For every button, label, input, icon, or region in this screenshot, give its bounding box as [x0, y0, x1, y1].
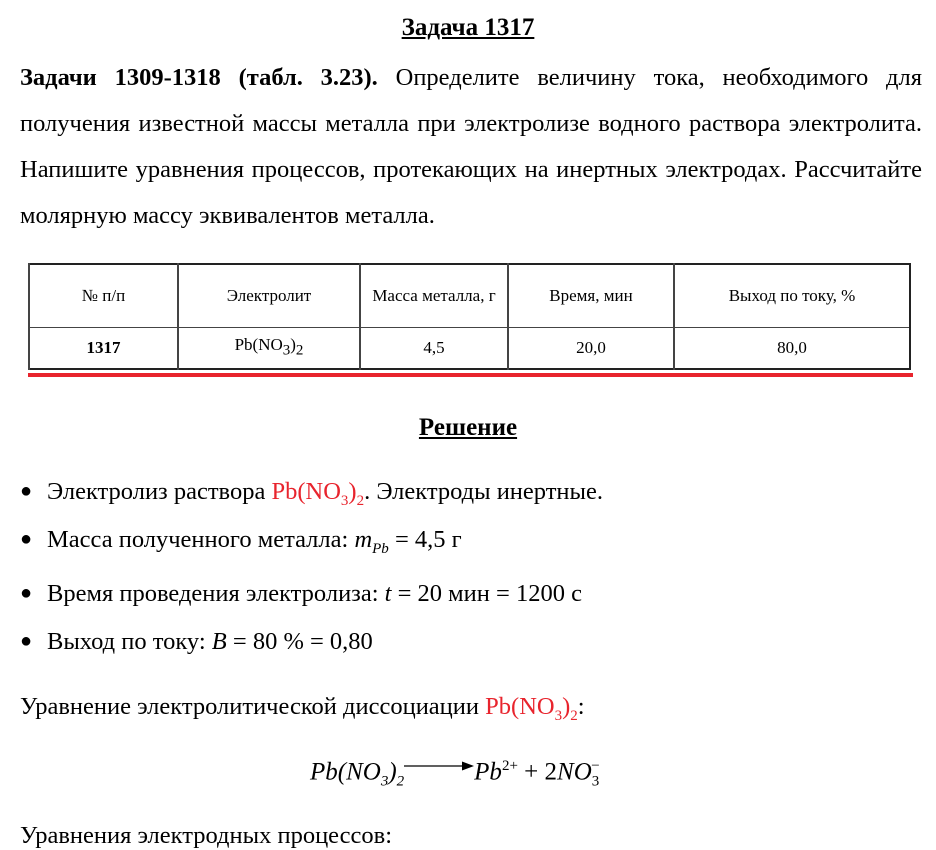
solution-heading: Решение	[418, 414, 518, 441]
formula-pbno3: $Pb(NO_3)_2$	[485, 693, 578, 724]
bullet-icon: ●	[20, 479, 33, 502]
task-text: Определите величину тока, необходимого для получения известной массы металла при электролизе водного раствора электролита. Напишите уравнения процессов, протекающих на инертных электродах. Рассчитайте молярную массу эквивалентов металла.	[20, 64, 922, 229]
dissociation-equation: $Pb(NO_3)_2$ $Pb^{2+} + 2NO_3^-$	[310, 758, 600, 790]
bullet-icon: ●	[20, 581, 33, 604]
bullet-icon: ●	[20, 527, 33, 550]
header-electrolyte: Электролит	[178, 264, 360, 328]
task-statement	[20, 55, 922, 239]
data-table-wrap	[28, 263, 911, 370]
reaction-arrow-icon	[404, 760, 474, 772]
header-time: Время, мин	[508, 264, 674, 328]
list-item: ● Выход по току: B = 80 % = 0,80	[20, 628, 373, 655]
list-item: ● Масса полученного металла: $m_{Pb} = 4,5$ г	[20, 526, 462, 557]
header-yield: Выход по току, %	[674, 264, 910, 328]
electrode-processes-label: Уравнения электродных процессов:	[20, 822, 393, 849]
table-row	[29, 328, 910, 370]
dissociation-label: Уравнение электролитической диссоциации $Pb(NO_3)_2$:	[20, 693, 585, 724]
header-num: № п/п	[29, 264, 178, 328]
cell-electrolyte: $Pb(NO_3)_2$	[178, 328, 360, 370]
cell-num: 1317	[29, 328, 178, 370]
data-table	[28, 263, 911, 370]
cell-yield: 80,0	[674, 328, 910, 370]
cell-time: 20,0	[508, 328, 674, 370]
bullet-icon: ●	[20, 629, 33, 652]
list-item: ● Электролиз раствора $Pb(NO_3)_2$. Электроды инертные.	[20, 478, 603, 509]
list-item: ● Время проведения электролиза: t = 20 мин = 1200 с	[20, 580, 582, 607]
header-mass: Масса металла, г	[360, 264, 508, 328]
formula-pbno3: $Pb(NO_3)_2$	[271, 478, 365, 509]
task-title: Задача 1317	[401, 14, 535, 41]
red-divider	[28, 373, 913, 377]
cell-mass: 4,5	[360, 328, 508, 370]
task-ref: Задачи 1309-1318 (табл. 3.23).	[20, 64, 378, 91]
table-header-row	[29, 264, 910, 328]
